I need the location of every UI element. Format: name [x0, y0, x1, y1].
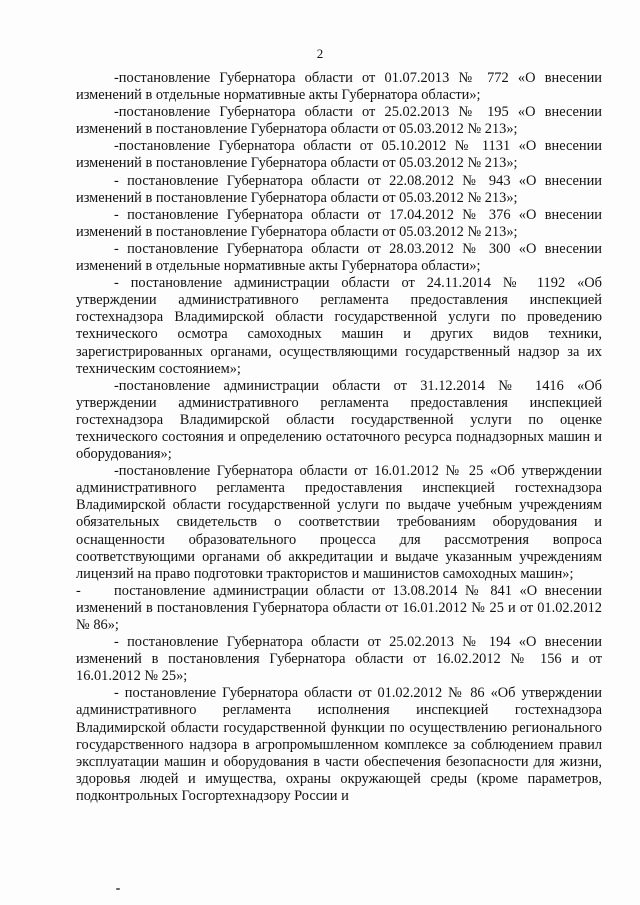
list-item: - постановление Губернатора области от 28.03.2012 № 300 «О внесении изменений в отдельные нормативные акты Губернатора области»; — [76, 240, 602, 275]
list-item: -постановление Губернатора области от 16.01.2012 № 25 «Об утверждении административного регламента предоставления инспекцией гостехнадзора Владимирской области государственной услуги по выдаче учебным учреждениям обязательных свидетельств о соответствии требованиям оборудования и оснащенности образовательного процесса для рассмотрения вопроса соответствующими органами об аккредитации и выдаче указанным учреждениям лицензий на право подготовки трактористов и машинистов самоходных машин»; — [76, 463, 602, 582]
list-item: -постановление Губернатора области от 05.10.2012 № 1131 «О внесении изменений в постановление Губернатора области от 05.03.2012 № 213»; — [76, 138, 602, 172]
list-item-text: постановление администрации области от 13.08.2014 № 841 «О внесении изменений в постановления Губернатора области от 16.01.2012 № 25 и от 01.02.2012 № 86»; — [76, 582, 602, 633]
list-item: - постановление Губернатора области от 17.04.2012 № 376 «О внесении изменений в постановление Губернатора области от 05.03.2012 № 213»; — [76, 206, 602, 240]
document-body — [76, 70, 602, 805]
list-item: -постановление администрации области от 31.12.2014 № 1416 «Об утверждении административного регламента предоставления инспекцией гостехнадзора Владимирской области государственной услуги по оценке технического состояния и определению остаточного ресурса поднадзорных машин и оборудования»; — [76, 377, 602, 463]
hanging-dash: - — [76, 582, 81, 599]
list-item: - постановление администрации области от 24.11.2014 № 1192 «Об утверждении административного регламента предоставления инспекцией гостехнадзора Владимирской области государственной услуги по проведению технического осмотра самоходных машин и других видов техники, зарегистрированных органами, осуществляющими государственный надзор за их техническим состоянием»; — [76, 275, 602, 377]
list-item: - постановление Губернатора области от 22.08.2012 № 943 «О внесении изменений в постановление Губернатора области от 05.03.2012 № 213»; — [76, 172, 602, 206]
list-item: - постановление Губернатора области от 25.02.2013 № 194 «О внесении изменений в постановления Губернатора области от 16.02.2012 № 156 и от 16.01.2012 № 25»; — [76, 634, 602, 685]
page-number: 2 — [316, 46, 324, 61]
scan-speck — [116, 888, 120, 890]
list-item: -постановление Губернатора области от 25.02.2013 № 195 «О внесении изменений в постановление Губернатора области от 05.03.2012 № 213»; — [76, 104, 602, 138]
list-item: -постановление Губернатора области от 01.07.2013 № 772 «О внесении изменений в отдельные нормативные акты Губернатора области»; — [76, 70, 602, 104]
list-item-hanging — [76, 583, 602, 634]
list-item: - постановление Губернатора области от 01.02.2012 № 86 «Об утверждении административного регламента исполнения инспекцией гостехнадзора Владимирской области государственной функции по осуществлению регионального государственного надзора в агропромышленном комплексе за соблюдением правил эксплуатации машин и оборудования в части обеспечения безопасности для жизни, здоровья людей и имущества, охраны окружающей среды (кроме параметров, подконтрольных Госгортехнадзору России и — [76, 685, 602, 804]
